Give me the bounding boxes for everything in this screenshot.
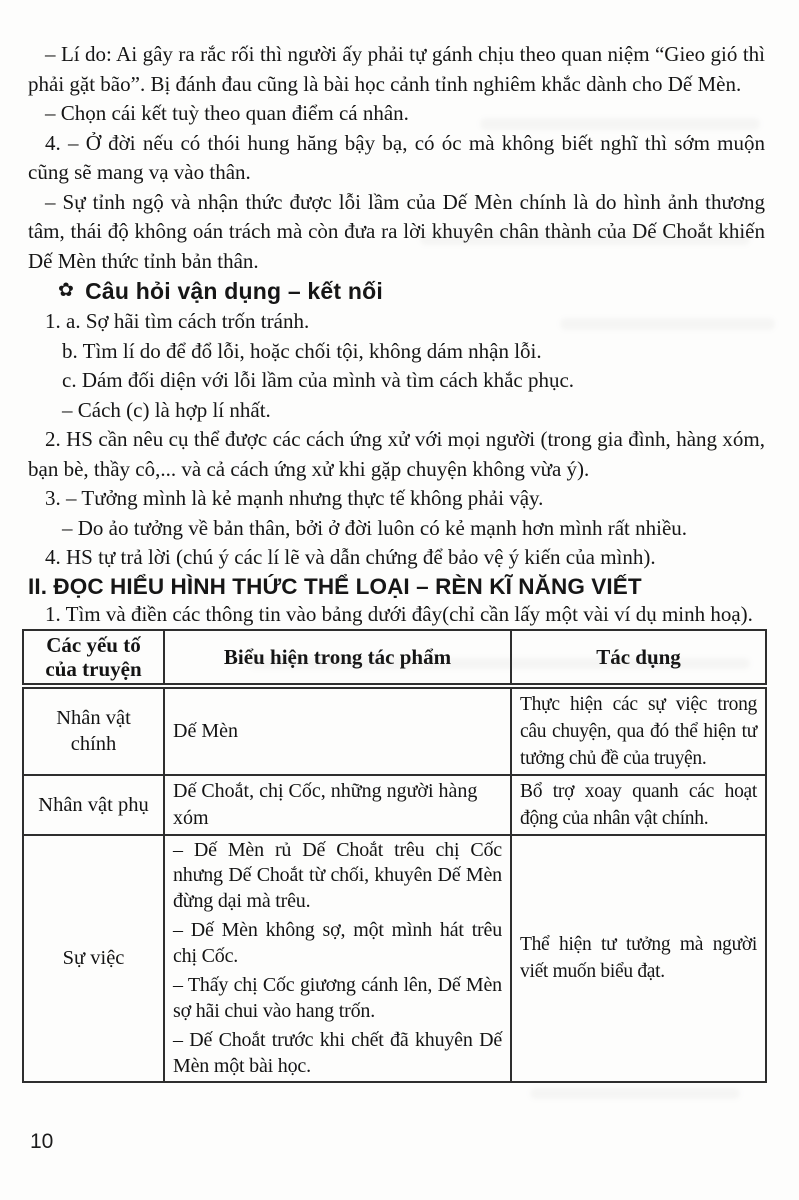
answer-item-1-conclusion: – Cách (c) là hợp lí nhất. [62,397,271,422]
connect-heading-label: Câu hỏi vận dụng – kết nối [85,278,383,304]
cell-expression-main-character: Dế Mèn [164,686,511,775]
table-intro: 1. Tìm và điền các thông tin vào bảng dưới đây(chỉ cần lấy một vài ví dụ minh hoạ). [45,601,753,626]
answer-item-1a: 1. a. Sợ hãi tìm cách trốn tránh. [45,309,310,333]
column-header-elements: Các yếu tố của truyện [23,630,164,686]
table-row-main-character [23,686,766,775]
table-row-events [23,835,766,1083]
table-row-minor-characters [23,775,766,835]
event-bullet: – Dế Choắt trước khi chết đã khuyên Dế Mèn một bài học. [173,1029,502,1077]
answer-item-3: 3. – Tưởng mình là kẻ mạnh nhưng thực tế không phải vậy. [45,486,544,510]
answer-item-3-reason: – Do ảo tưởng về bản thân, bởi ở đời luôn có kẻ mạnh hơn mình rất nhiều. [62,515,688,540]
cell-element-main-character: Nhân vật chính [23,686,164,775]
answer-item-1b: b. Tìm lí do để đổ lỗi, hoặc chối tội, không dám nhận lỗi. [62,338,542,363]
answer-item-2: 2. HS cần nêu cụ thể được các cách ứng xử với mọi người (trong gia đình, hàng xóm, bạn bè, thầy cô,... và cả cách ứng xử khi gặp chuyện không vừa ý). [28,427,765,481]
cell-effect-main-character: Thực hiện các sự việc trong câu chuyện, qua đó thể hiện tư tưởng chủ đề của truyện. [511,686,766,775]
paragraph-ending-choice: – Chọn cái kết tuỳ theo quan điểm cá nhân. [45,101,409,125]
cell-element-events: Sự việc [23,835,164,1083]
answer-item-4: 4. HS tự trả lời (chú ý các lí lẽ và dẫn chứng để bảo vệ ý kiến của mình). [45,545,656,569]
event-bullet: – Dế Mèn rủ Dế Choắt trêu chị Cốc nhưng Dế Choắt từ chối, khuyên Dế Mèn đừng dại mà trêu. [173,838,502,912]
paragraph-q4-lesson: 4. – Ở đời nếu có thói hung hăng bậy bạ, có óc mà không biết nghĩ thì sớm muộn cũng sẽ mang vạ vào thân. [28,130,765,184]
table-header-row [23,630,766,686]
page-number: 10 [30,1130,54,1153]
cell-expression-events [164,835,511,1083]
connect-heading [58,276,765,307]
story-elements-table [22,629,767,1084]
cell-element-minor-characters: Nhân vật phụ [23,775,164,835]
scan-artifact [530,1088,740,1099]
cell-effect-events: Thể hiện tư tưởng mà người viết muốn biểu đạt. [511,835,766,1083]
column-header-effect: Tác dụng [511,630,766,686]
answer-item-1c: c. Dám đối diện với lỗi lầm của mình và tìm cách khắc phục. [62,368,575,392]
column-header-expression: Biểu hiện trong tác phẩm [164,630,511,686]
section-heading-reading: II. ĐỌC HIỂU HÌNH THỨC THỂ LOẠI – RÈN KĨ NĂNG VIẾT [28,573,642,599]
event-bullet: – Thấy chị Cốc giương cánh lên, Dế Mèn sợ hãi chui vào hang trốn. [173,974,502,1022]
paragraph-awakening: – Sự tỉnh ngộ và nhận thức được lỗi lầm của Dế Mèn chính là do hình ảnh thương tâm, thái độ không oán trách mà còn đưa ra lời khuyên chân thành của Dế Choắt khiến Dế Mèn thức tỉnh bản thân. [28,189,765,273]
cell-effect-minor-characters: Bổ trợ xoay quanh các hoạt động của nhân vật chính. [511,775,766,835]
event-bullet: – Dế Mèn không sợ, một mình hát trêu chị Cốc. [173,919,502,967]
flower-icon: ✿ [58,279,75,301]
cell-expression-minor-characters: Dế Choắt, chị Cốc, những người hàng xóm [164,775,511,835]
paragraph-reason: – Lí do: Ai gây ra rắc rối thì người ấy phải tự gánh chịu theo quan niệm “Gieo gió thì phải gặt bão”. Bị đánh đau cũng là bài học cảnh tỉnh nghiêm khắc dành cho Dế Mèn. [28,42,765,96]
